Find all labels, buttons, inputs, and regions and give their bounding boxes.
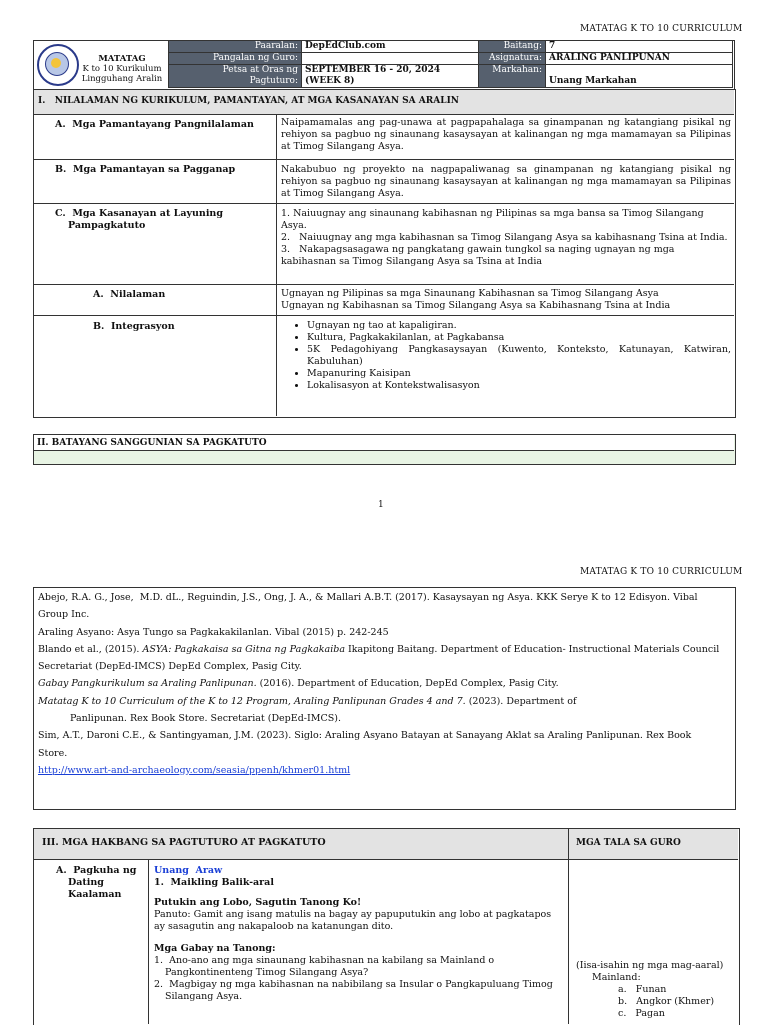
reference-item xyxy=(38,762,738,779)
reference-item: Araling Asyano: Asya Tungo sa Pagkakakilanlan. Vibal (2015) p. 242-245 xyxy=(38,626,389,638)
competencies-label: C. Mga Kasanayan at Layuning xyxy=(55,208,223,219)
content-standards-text: Naipamamalas ang pag-unawa at pagpapahalaga sa ginampanan ng katangiang pisikal ng rehiyon sa pagbuo ng sinaunang kasaysayan at kalinangan ng mga mamamayan sa Pilipinas at Timog Silangang Asya. xyxy=(281,117,731,152)
integrasyon-item: • Mapanuring Kaisipan xyxy=(307,368,731,380)
integrasyon-item: • Lokalisasyon at Kontekstwalisasyon xyxy=(307,380,731,392)
reference-item: Store. xyxy=(38,747,68,759)
performance-standards-text: Nakabubuo ng proyekto na nagpapaliwanag sa ginampanan ng katangiang pisikal ng rehiyon sa pagbuo ng sinaunang kasaysayan at kalinangan ng mga mamamayan sa Pilipinas at Timog Silangang Asya. xyxy=(281,164,731,199)
references-list xyxy=(38,589,738,779)
integrasyon-item: • Ugnayan ng tao at kapaligiran. xyxy=(307,320,731,332)
integrasyon-item: • 5K Pedagohiyang Pangkasaysayan (Kuwento, Konteksto, Katunayan, Katwiran, Kabuluhan) xyxy=(307,344,731,368)
divider xyxy=(33,159,734,160)
notes-item: a. Funan xyxy=(618,984,667,995)
performance-standards-label: B. Mga Pamantayan sa Pagganap xyxy=(55,164,236,175)
subject-label: Asignatura: xyxy=(479,53,546,65)
teacher-notes-title: MGA TALA SA GURO xyxy=(576,838,681,848)
reference-title: Matatag K to 10 Curriculum of the K to 12 Program, Araling Panlipunan Grades 4 and 7. xyxy=(38,695,466,707)
section2-title: II. BATAYANG SANGGUNIAN SA PAGKATUTO xyxy=(37,438,267,448)
guide-questions-title: Mga Gabay na Tanong: xyxy=(154,943,276,954)
nilalaman-text xyxy=(281,288,731,312)
subject-value: ARALING PANLIPUNAN xyxy=(546,53,733,65)
label-column-divider xyxy=(148,860,149,1024)
competencies-label-2: Pampagkatuto xyxy=(68,220,146,231)
header-title-line2: K to 10 Kurikulum xyxy=(82,64,162,74)
section1-title: I. NILALAMAN NG KURIKULUM, PAMANTAYAN, AT MGA KASANAYAN SA ARALIN xyxy=(38,96,460,106)
reference-rest: (2023). Department of xyxy=(465,695,577,707)
reference-item xyxy=(38,675,738,692)
notes-column-divider xyxy=(568,829,569,1024)
integrasyon-list xyxy=(281,320,731,392)
reference-item: Secretariat (DepEd-IMCS) DepEd Complex, Pasig City. xyxy=(38,661,302,673)
competency-item: 3. Nakapagsasagawa ng pangkatang gawain tungkol sa naging ugnayan ng mga kabihasnan sa Timog Silangang Asya sa Tsina at India xyxy=(281,244,675,267)
teacher-label: Pangalan ng Guro: xyxy=(169,53,302,65)
teacher-notes-content xyxy=(576,960,736,1020)
quarter-value: Unang Markahan xyxy=(546,65,733,88)
activity-instructions: Panuto: Gamit ang isang matulis na bagay ay papuputukin ang lobo at pagkatapos ay sasagutin ang nakapaloob na katanungan dito. xyxy=(154,909,552,932)
grade-label: Baitang: xyxy=(479,41,546,53)
day-label: Unang Araw xyxy=(154,865,223,876)
notes-item: c. Pagan xyxy=(618,1008,665,1019)
school-label: Paaralan: xyxy=(169,41,302,53)
reference-rest: (2016). Department of Education, DepEd Complex, Pasig City. xyxy=(256,678,559,690)
prior-knowledge-label-line: Dating xyxy=(68,877,104,888)
divider xyxy=(33,315,734,316)
guide-question: 2. Magbigay ng mga kabihasnan na nabibilang sa Insular o Pangkapuluang Timog Silangang Asya. xyxy=(154,979,553,1002)
step-title: 1. Maikling Balik-aral xyxy=(154,877,274,888)
header-title-line3: Lingguhang Aralin xyxy=(81,74,163,84)
divider xyxy=(33,284,734,285)
prior-knowledge-label xyxy=(56,865,136,901)
competencies-list xyxy=(281,208,731,268)
teacher-value xyxy=(302,53,479,65)
reference-title: ASYA: Pagkakaisa sa Gitna ng Pagkakaiba xyxy=(142,643,345,655)
day-one-content xyxy=(154,865,562,1003)
header-title-line1: MATATAG xyxy=(98,54,146,64)
grade-value: 7 xyxy=(546,41,733,53)
info-row-teacher xyxy=(169,53,733,65)
curriculum-header-label: MATATAG K TO 10 CURRICULUM xyxy=(580,24,743,34)
reference-rest: Ikapitong Baitang. Department of Education- Instructional Materials Council xyxy=(344,643,720,655)
date-value: SEPTEMBER 16 - 20, 2024 (WEEK 8) xyxy=(302,65,479,88)
date-label: Petsa at Oras ng Pagtuturo: xyxy=(169,65,302,88)
reference-item xyxy=(38,641,738,658)
nilalaman-label: A. Nilalaman xyxy=(93,289,166,300)
activity-title: Putukin ang Lobo, Sagutin Tanong Ko! xyxy=(154,897,362,908)
prior-knowledge-label-line: Kaalaman xyxy=(68,889,122,900)
content-standards-label: A. Mga Pamantayang Pangnilalaman xyxy=(55,119,254,130)
reference-title: Gabay Pangkurikulum sa Araling Panlipunan. xyxy=(38,678,257,690)
curriculum-header-label: MATATAG K TO 10 CURRICULUM xyxy=(580,567,743,577)
reference-author: Blando et al., (2015). xyxy=(38,643,143,655)
competency-item: 1. Naiuugnay ang sinaunang kabihasnan ng Pilipinas sa mga bansa sa Timog Silangang Asya. xyxy=(281,208,704,231)
lesson-info-table xyxy=(168,40,733,88)
reference-item: Group Inc. xyxy=(38,609,90,621)
notes-line: (Iisa-isahin ng mga mag-aaral) xyxy=(576,960,724,971)
section3-title: III. MGA HAKBANG SA PAGTUTURO AT PAGKATUTO xyxy=(42,837,326,848)
info-row-school xyxy=(169,41,733,53)
competency-item: 2. Naiuugnay ang mga kabihasnan sa Timog Silangang Asya sa kabihasnang Tsina at India. xyxy=(281,232,728,243)
divider xyxy=(33,203,734,204)
reference-link[interactable]: http://www.art-and-archaeology.com/seasia/ppenh/khmer01.html xyxy=(38,764,351,776)
nilalaman-line: Ugnayan ng Pilipinas sa mga Sinaunang Kabihasnan sa Timog Silangang Asya xyxy=(281,288,659,299)
nilalaman-line: Ugnayan ng Kabihasnan sa Timog Silangang Asya sa Kabihasnang Tsina at India xyxy=(281,300,671,311)
page-number: 1 xyxy=(378,500,384,510)
reference-item: Sim, A.T., Daroni C.E., & Santingyaman, J.M. (2023). Siglo: Araling Asyano Batayan at Sanayang Aklat sa Araling Panlipunan. Rex Book xyxy=(38,730,692,742)
quarter-label: Markahan: xyxy=(479,65,546,88)
reference-item xyxy=(38,693,738,710)
school-value: DepEdClub.com xyxy=(302,41,479,53)
guide-question: 1. Ano-ano ang mga sinaunang kabihasnan na kabilang sa Mainland o Pangkontinenteng Timog Silangang Asya? xyxy=(154,955,495,978)
integrasyon-item: • Kultura, Pagkakakilanlan, at Pagkabansa xyxy=(307,332,731,344)
prior-knowledge-label-line: A. Pagkuha ng xyxy=(56,865,137,876)
integrasyon-label: B. Integrasyon xyxy=(93,321,175,332)
info-row-date xyxy=(169,65,733,88)
reference-item: Panlipunan. Rex Book Store. Secretariat (DepEd-IMCS). xyxy=(70,713,341,725)
notes-line: Mainland: xyxy=(592,972,641,983)
notes-item: b. Angkor (Khmer) xyxy=(618,996,715,1007)
reference-item: Abejo, R.A. G., Jose, M.D. dL., Reguindin, J.S., Ong, J. A., & Mallari A.B.T. (2017). Kasaysayan ng Asya. KKK Serye K to 12 Edisyon. Vibal xyxy=(38,592,698,603)
